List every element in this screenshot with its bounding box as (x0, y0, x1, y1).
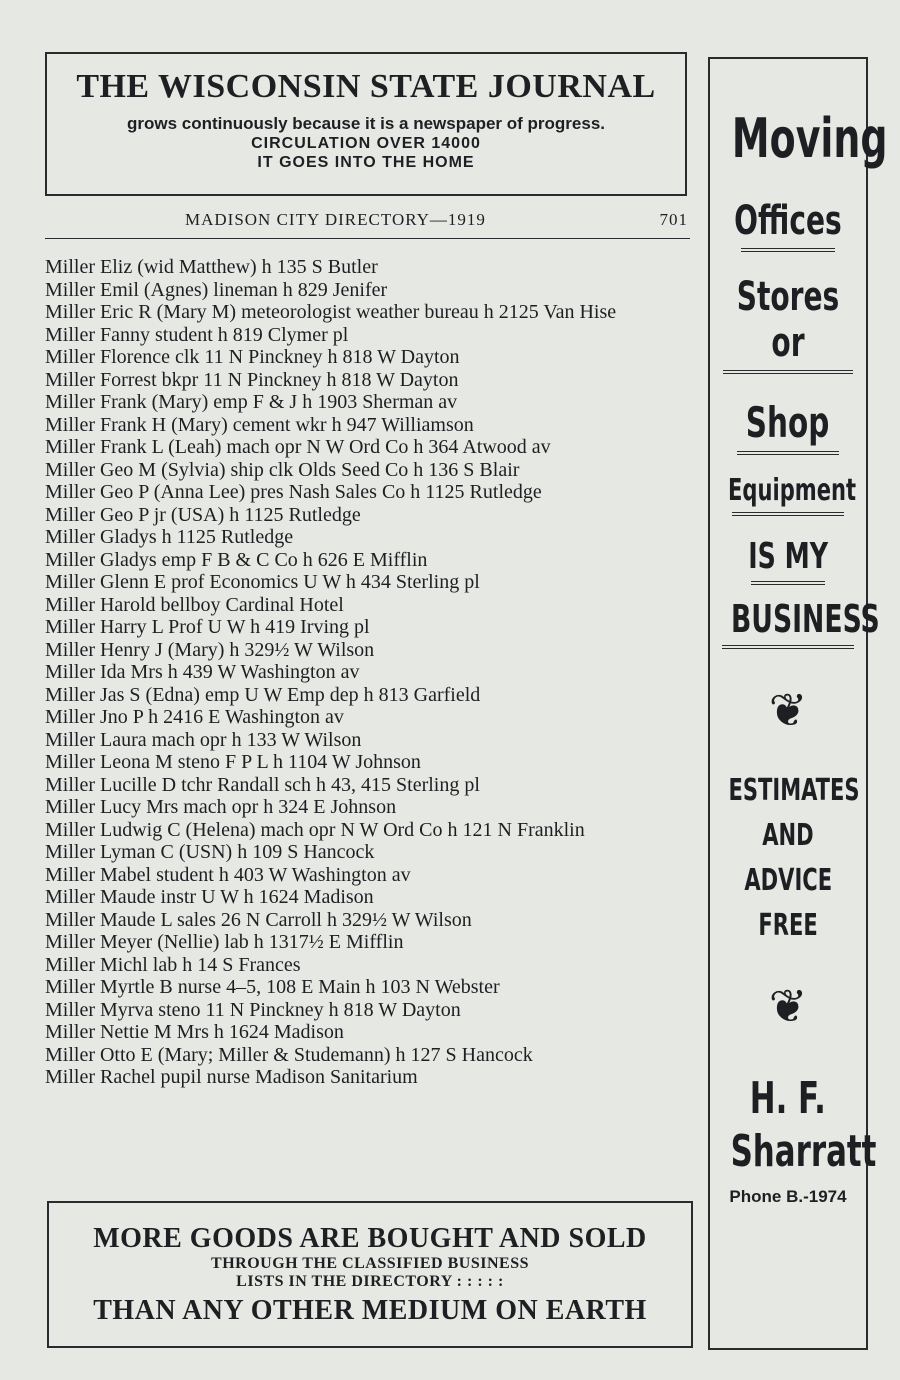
directory-entry: Miller Maude L sales 26 N Carroll h 329½ W Wilson (45, 908, 472, 931)
wisconsin-state-journal-ad (45, 52, 687, 196)
ad-circulation: CIRCULATION OVER 14000 (251, 135, 481, 152)
directory-entry: Miller Michl lab h 14 S Frances (45, 953, 301, 976)
directory-entry: Miller Maude instr U W h 1624 Madison (45, 886, 374, 908)
divider (741, 248, 835, 252)
directory-entry: Miller Eric R (Mary M) meteorologist weather bureau h 2125 Van Hise (45, 301, 617, 323)
page-title: MADISON CITY DIRECTORY—1919 (185, 210, 486, 229)
directory-entry: Miller Jno P h 2416 E Washington av (45, 706, 344, 728)
divider (723, 370, 853, 374)
ad-estimates: ESTIMATES (728, 773, 860, 808)
directory-entry: Miller Otto E (Mary; Miller & Studemann) h 127 S Hancock (45, 1043, 533, 1066)
directory-entry: Miller Geo P jr (USA) h 1125 Rutledge (45, 503, 361, 526)
directory-entry: Miller Leona M steno F P L h 1104 W Johnson (45, 751, 421, 773)
directory-entry: Miller Gladys emp F B & C Co h 626 E Mifflin (45, 548, 428, 571)
ad-name-initials: H. F. (749, 1073, 827, 1124)
bottom-ad-line: LISTS IN THE DIRECTORY : : : : : (236, 1273, 504, 1290)
ad-stores: Stores or (736, 274, 840, 366)
directory-entry: Miller Lucille D tchr Randall sch h 43, 415 Sterling pl (45, 773, 480, 796)
directory-entry: Miller Harry L Prof U W h 419 Irving pl (45, 616, 370, 638)
ad-business: BUSINESS (730, 597, 880, 641)
ad-home: IT GOES INTO THE HOME (257, 154, 475, 171)
directory-entry: Miller Nettie M Mrs h 1624 Madison (45, 1021, 344, 1043)
directory-entry: Miller Frank L (Leah) mach opr N W Ord Co h 364 Atwood av (45, 436, 551, 458)
divider (722, 645, 854, 649)
directory-entries (45, 256, 690, 1089)
classified-business-ad (47, 1201, 693, 1348)
directory-entry: Miller Forrest bkpr 11 N Pinckney h 818 W Dayton (45, 368, 459, 391)
ad-moving: Moving (731, 107, 888, 170)
directory-entry: Miller Fanny student h 819 Clymer pl (45, 323, 349, 346)
directory-entry: Miller Henry J (Mary) h 329½ W Wilson (45, 638, 375, 661)
directory-entry: Miller Jas S (Edna) emp U W Emp dep h 813 Garfield (45, 683, 481, 706)
directory-entry: Miller Geo P (Anna Lee) pres Nash Sales Co h 1125 Rutledge (45, 481, 542, 503)
ad-name-surname: Sharratt (730, 1126, 877, 1177)
ad-and: AND (762, 818, 814, 853)
divider (732, 512, 844, 516)
page-header (45, 208, 690, 239)
directory-entry: Miller Lyman C (USN) h 109 S Hancock (45, 841, 375, 863)
floral-ornament-icon: ❦ (768, 980, 808, 1032)
directory-entry: Miller Florence clk 11 N Pinckney h 818 W Dayton (45, 346, 460, 368)
directory-entry: Miller Myrva steno 11 N Pinckney h 818 W Dayton (45, 998, 461, 1021)
directory-entry: Miller Glenn E prof Economics U W h 434 Sterling pl (45, 571, 480, 593)
directory-entry: Miller Harold bellboy Cardinal Hotel (45, 593, 344, 616)
directory-entry: Miller Ludwig C (Helena) mach opr N W Ord Co h 121 N Franklin (45, 818, 585, 841)
directory-entry: Miller Gladys h 1125 Rutledge (45, 526, 294, 548)
floral-ornament-icon: ❦ (768, 684, 808, 736)
bottom-ad-line: THROUGH THE CLASSIFIED BUSINESS (211, 1255, 529, 1272)
sharratt-moving-ad (708, 57, 888, 1350)
directory-entry: Miller Geo M (Sylvia) ship clk Olds Seed Co h 136 S Blair (45, 458, 520, 481)
directory-entry: Miller Emil (Agnes) lineman h 829 Jenifer (45, 278, 388, 301)
directory-entry: Miller Myrtle B nurse 4–5, 108 E Main h 103 N Webster (45, 976, 500, 998)
directory-entry: Miller Ida Mrs h 439 W Washington av (45, 661, 360, 683)
directory-entry: Miller Frank H (Mary) cement wkr h 947 Williamson (45, 413, 474, 436)
ad-phone: Phone B.-1974 (729, 1187, 847, 1206)
divider (737, 451, 839, 455)
ad-is-my: IS MY (748, 536, 828, 577)
directory-entry: Miller Meyer (Nellie) lab h 1317½ E Mifflin (45, 931, 404, 953)
directory-entry: Miller Lucy Mrs mach opr h 324 E Johnson (45, 796, 397, 818)
ad-free: FREE (758, 908, 818, 943)
ad-advice: ADVICE (744, 863, 832, 898)
bottom-ad-headline: MORE GOODS ARE BOUGHT AND SOLD (93, 1223, 647, 1254)
directory-entry: Miller Frank (Mary) emp F & J h 1903 Sherman av (45, 391, 458, 413)
bottom-ad-footer: THAN ANY OTHER MEDIUM ON EARTH (93, 1295, 647, 1326)
ad-offices: Offices (734, 198, 842, 244)
ad-shop: Shop (746, 398, 830, 447)
directory-entry: Miller Laura mach opr h 133 W Wilson (45, 728, 362, 751)
divider (751, 581, 825, 585)
directory-entry: Miller Mabel student h 403 W Washington av (45, 863, 411, 886)
ad-equipment: Equipment (728, 473, 857, 508)
directory-entry: Miller Rachel pupil nurse Madison Sanitarium (45, 1066, 418, 1088)
ad-subtitle: grows continuously because it is a newspaper of progress. (126, 114, 605, 133)
page-number: 701 (659, 210, 688, 229)
ad-title: THE WISCONSIN STATE JOURNAL (76, 68, 656, 105)
directory-entry: Miller Eliz (wid Matthew) h 135 S Butler (45, 256, 378, 278)
